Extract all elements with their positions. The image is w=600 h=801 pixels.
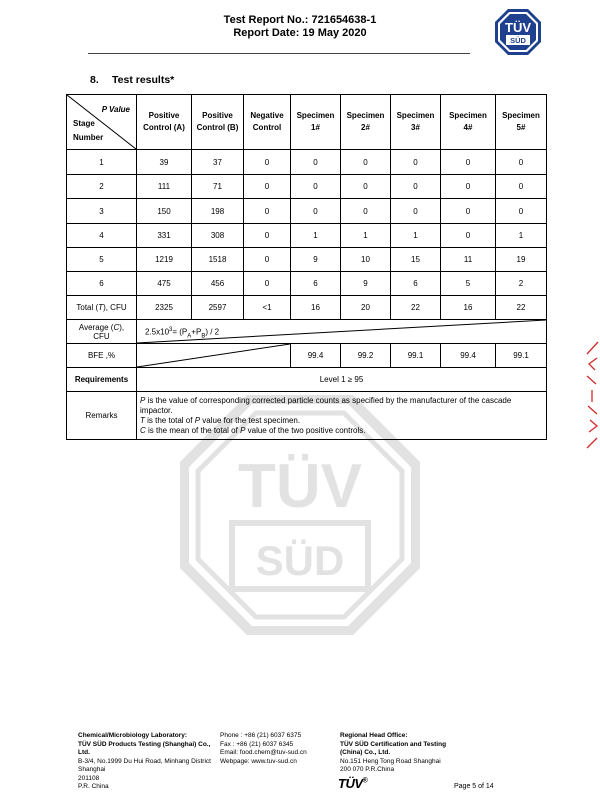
total-label: Total (T), CFU bbox=[67, 296, 137, 320]
lab-address-2: Shanghai bbox=[78, 766, 106, 773]
value-cell: 19 bbox=[496, 248, 547, 272]
bfe-empty-cell bbox=[137, 344, 291, 368]
value-cell: 111 bbox=[137, 175, 192, 199]
value-cell: 0 bbox=[391, 150, 441, 175]
value-cell: 0 bbox=[341, 199, 391, 224]
value-cell: 308 bbox=[192, 224, 244, 248]
requirements-row bbox=[67, 368, 547, 392]
col-header-positive-a: Positive Control (A) bbox=[137, 95, 192, 150]
value-cell: 150 bbox=[137, 199, 192, 224]
bfe-cell: 99.1 bbox=[391, 344, 441, 368]
footer-regional bbox=[340, 732, 450, 775]
value-cell: 0 bbox=[244, 272, 291, 296]
col-header-specimen-2: Specimen 2# bbox=[341, 95, 391, 150]
value-cell: 5 bbox=[441, 272, 496, 296]
value-cell: 9 bbox=[341, 272, 391, 296]
col-header-specimen-3: Specimen 3# bbox=[391, 95, 441, 150]
total-cell: 16 bbox=[291, 296, 341, 320]
value-cell: 0 bbox=[291, 199, 341, 224]
lab-address-4: P.R. China bbox=[78, 783, 109, 790]
requirements-value: Level 1 ≥ 95 bbox=[137, 368, 547, 392]
value-cell: 0 bbox=[291, 150, 341, 175]
value-cell: 0 bbox=[341, 150, 391, 175]
value-cell: 0 bbox=[496, 175, 547, 199]
contact-email: Email: food.chem@tuv-sud.cn bbox=[220, 749, 307, 756]
value-cell: 0 bbox=[391, 175, 441, 199]
remarks-line-p: P is the value of corresponding corrected particle counts as specified by the manufacturer of the cascade impactor. bbox=[140, 395, 512, 415]
value-cell: 0 bbox=[496, 150, 547, 175]
regional-address-1: No.151 Heng Tong Road Shanghai bbox=[340, 757, 441, 765]
value-cell: 6 bbox=[291, 272, 341, 296]
value-cell: 198 bbox=[192, 199, 244, 224]
total-cell: 20 bbox=[341, 296, 391, 320]
logo-text-bottom: SÜD bbox=[510, 36, 526, 45]
tuv-sud-logo bbox=[494, 8, 542, 56]
watermark-text-bottom: SÜD bbox=[255, 537, 345, 584]
table-row bbox=[67, 175, 547, 199]
stage-cell: 2 bbox=[67, 175, 137, 199]
value-cell: 0 bbox=[391, 199, 441, 224]
value-cell: 331 bbox=[137, 224, 192, 248]
value-cell: 71 bbox=[192, 175, 244, 199]
red-stamp-fragment bbox=[583, 340, 600, 450]
value-cell: 0 bbox=[244, 248, 291, 272]
stage-cell: 5 bbox=[67, 248, 137, 272]
stage-cell: 4 bbox=[67, 224, 137, 248]
value-cell: 0 bbox=[244, 199, 291, 224]
lab-title: Chemical/Microbiology Laboratory: bbox=[78, 732, 188, 739]
table-row bbox=[67, 248, 547, 272]
table-row bbox=[67, 199, 547, 224]
regional-company: TÜV SÜD Certification and Testing (China) Co., Ltd. bbox=[340, 740, 447, 756]
value-cell: 10 bbox=[341, 248, 391, 272]
value-cell: 1219 bbox=[137, 248, 192, 272]
remarks-row bbox=[67, 392, 547, 440]
corner-header-cell bbox=[67, 95, 137, 150]
average-formula-cell bbox=[137, 320, 547, 344]
value-cell: 0 bbox=[244, 175, 291, 199]
average-formula: $2.5x10^3= (P_A+P_B) / 2$ bbox=[145, 327, 220, 340]
lab-address-1: B-3/4, No.1999 Du Hui Road, Minhang District bbox=[78, 757, 211, 765]
col-header-positive-b: Positive Control (B) bbox=[192, 95, 244, 150]
total-cell: 2325 bbox=[137, 296, 192, 320]
value-cell: 6 bbox=[391, 272, 441, 296]
header-divider bbox=[88, 53, 470, 54]
value-cell: 11 bbox=[441, 248, 496, 272]
total-cell: 22 bbox=[391, 296, 441, 320]
requirements-label: Requirements bbox=[67, 368, 137, 392]
remarks-line-c: C is the mean of the total of P value of the two positive controls. bbox=[140, 425, 366, 435]
col-header-specimen-1: Specimen 1# bbox=[291, 95, 341, 150]
col-header-specimen-5: Specimen 5# bbox=[496, 95, 547, 150]
logo-text-top: TÜV bbox=[505, 20, 531, 35]
regional-address-2: 200 070 P.R.China bbox=[340, 766, 395, 773]
contact-fax: Fax : +86 (21) 6037 6345 bbox=[220, 740, 294, 748]
report-date: Report Date: 19 May 2020 bbox=[233, 27, 367, 39]
table-row bbox=[67, 224, 547, 248]
report-number: Test Report No.: 721654638-1 bbox=[223, 14, 377, 26]
value-cell: 9 bbox=[291, 248, 341, 272]
value-cell: 0 bbox=[291, 175, 341, 199]
total-row bbox=[67, 296, 547, 320]
table-row bbox=[67, 150, 547, 175]
bfe-label: BFE ,% bbox=[67, 344, 137, 368]
total-cell: 16 bbox=[441, 296, 496, 320]
table-row bbox=[67, 272, 547, 296]
value-cell: 1 bbox=[291, 224, 341, 248]
value-cell: 1 bbox=[496, 224, 547, 248]
value-cell: 0 bbox=[244, 150, 291, 175]
stage-cell: 3 bbox=[67, 199, 137, 224]
value-cell: 0 bbox=[496, 199, 547, 224]
total-cell: <1 bbox=[244, 296, 291, 320]
lab-company: TÜV SÜD Products Testing (Shanghai) Co., Ltd. bbox=[78, 740, 211, 756]
lab-address-3: 201108 bbox=[78, 774, 100, 782]
bfe-cell: 99.4 bbox=[291, 344, 341, 368]
p-value-label: P Value bbox=[101, 105, 130, 114]
bfe-cell: 99.4 bbox=[441, 344, 496, 368]
stage-number-label: Stage Number bbox=[73, 119, 104, 142]
test-results-table bbox=[66, 94, 547, 440]
value-cell: 37 bbox=[192, 150, 244, 175]
value-cell: 2 bbox=[496, 272, 547, 296]
table-header-row bbox=[67, 95, 547, 150]
regional-title: Regional Head Office: bbox=[340, 732, 408, 739]
watermark-text-top: TÜV bbox=[238, 452, 362, 521]
value-cell: 0 bbox=[341, 175, 391, 199]
value-cell: 0 bbox=[441, 175, 496, 199]
value-cell: 39 bbox=[137, 150, 192, 175]
value-cell: 1 bbox=[341, 224, 391, 248]
value-cell: 15 bbox=[391, 248, 441, 272]
footer-tuv-logo: TÜV® bbox=[338, 776, 368, 791]
value-cell: 0 bbox=[441, 224, 496, 248]
value-cell: 0 bbox=[244, 224, 291, 248]
value-cell: 456 bbox=[192, 272, 244, 296]
remarks-text bbox=[137, 392, 547, 440]
bfe-row bbox=[67, 344, 547, 368]
page-number: Page 5 of 14 bbox=[454, 783, 494, 790]
average-label: Average (C), CFU bbox=[67, 320, 137, 344]
col-header-specimen-4: Specimen 4# bbox=[441, 95, 496, 150]
footer-contact bbox=[220, 732, 335, 766]
section-title bbox=[90, 74, 174, 86]
value-cell: 0 bbox=[441, 150, 496, 175]
value-cell: 475 bbox=[137, 272, 192, 296]
remarks-line-t: T is the total of P value for the test specimen. bbox=[140, 415, 301, 425]
value-cell: 0 bbox=[441, 199, 496, 224]
stage-cell: 6 bbox=[67, 272, 137, 296]
bfe-cell: 99.1 bbox=[496, 344, 547, 368]
section-number: 8. bbox=[90, 74, 99, 86]
value-cell: 1 bbox=[391, 224, 441, 248]
contact-web: Webpage: www.tuv-sud.cn bbox=[220, 757, 297, 765]
remarks-label: Remarks bbox=[67, 392, 137, 440]
footer-lab bbox=[78, 732, 213, 792]
col-header-negative: Negative Control bbox=[244, 95, 291, 150]
stage-cell: 1 bbox=[67, 150, 137, 175]
contact-phone: Phone : +86 (21) 6037 6375 bbox=[220, 732, 302, 739]
total-cell: 2597 bbox=[192, 296, 244, 320]
total-cell: 22 bbox=[496, 296, 547, 320]
bfe-cell: 99.2 bbox=[341, 344, 391, 368]
section-title-text: Test results* bbox=[112, 74, 175, 86]
average-row bbox=[67, 320, 547, 344]
value-cell: 1518 bbox=[192, 248, 244, 272]
